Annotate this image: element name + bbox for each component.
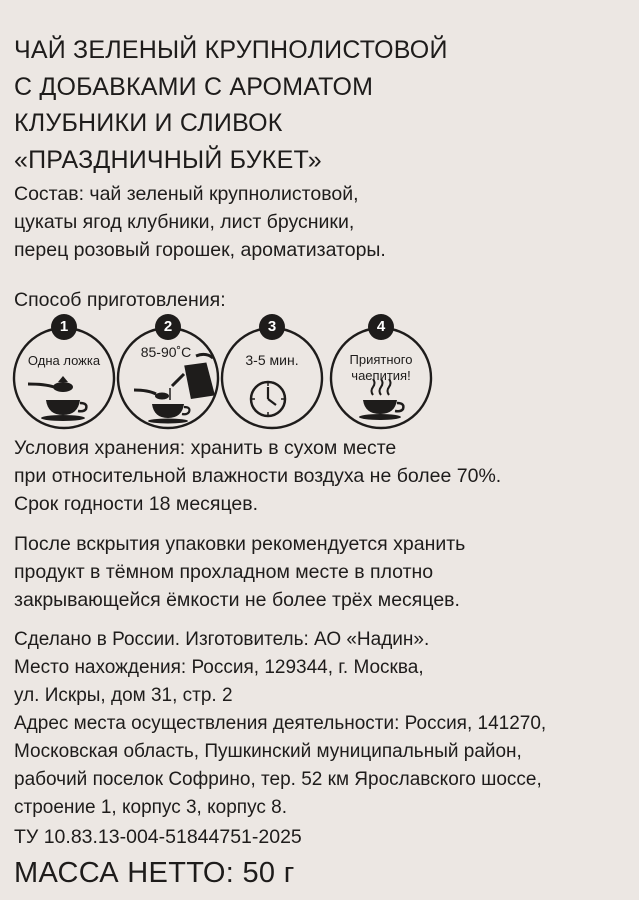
after-opening-line: закрывающейся ёмкости не более трёх месяцев. bbox=[14, 589, 460, 611]
title-line: КЛУБНИКИ И СЛИВОК bbox=[14, 109, 283, 137]
step-3-number: 3 bbox=[267, 318, 277, 335]
step-1-number: 1 bbox=[59, 318, 69, 335]
preparation-heading: Способ приготовления: bbox=[14, 289, 226, 311]
composition-line: Состав: чай зеленый крупнолистовой, bbox=[14, 183, 359, 205]
preparation-steps-graphic bbox=[0, 312, 639, 437]
storage-line: Условия хранения: хранить в сухом месте bbox=[14, 437, 397, 459]
product-title bbox=[14, 32, 614, 178]
step-3-label: 3-5 мин. bbox=[245, 352, 299, 368]
technical-spec: ТУ 10.83.13-004-51844751-2025 bbox=[14, 826, 302, 848]
spoon-cup-icon bbox=[28, 376, 86, 421]
manufacturer-line: строение 1, корпус 3, корпус 8. bbox=[14, 797, 287, 818]
storage-line: Срок годности 18 месяцев. bbox=[14, 493, 259, 515]
step-1-label: Одна ложка bbox=[27, 353, 101, 368]
after-opening-text bbox=[14, 530, 636, 614]
step-3-circle bbox=[222, 328, 322, 428]
step-4-label-line1: Приятного bbox=[349, 352, 413, 367]
step-2-number: 2 bbox=[163, 318, 173, 335]
after-opening-line: продукт в тёмном прохладном месте в плотно bbox=[14, 561, 434, 583]
manufacturer-line: Московская область, Пушкинский муниципальный район, bbox=[14, 741, 522, 762]
clock-icon bbox=[251, 382, 285, 416]
manufacturer-text bbox=[14, 626, 636, 822]
manufacturer-line: рабочий поселок Софрино, тер. 52 км Ярославского шоссе, bbox=[14, 769, 542, 790]
manufacturer-line: ул. Искры, дом 31, стр. 2 bbox=[14, 685, 233, 706]
step-2-label: 85-90˚C bbox=[140, 344, 192, 360]
composition-text bbox=[14, 180, 636, 264]
preparation-steps bbox=[0, 312, 639, 437]
composition-line: перец розовый горошек, ароматизаторы. bbox=[14, 239, 386, 261]
title-line: ЧАЙ ЗЕЛЕНЫЙ КРУПНОЛИСТОВОЙ bbox=[14, 36, 448, 64]
storage-text bbox=[14, 434, 636, 518]
after-opening-line: После вскрытия упаковки рекомендуется хранить bbox=[14, 533, 466, 555]
composition-line: цукаты ягод клубники, лист брусники, bbox=[14, 211, 355, 233]
manufacturer-line: Место нахождения: Россия, 129344, г. Москва, bbox=[14, 657, 424, 678]
storage-line: при относительной влажности воздуха не более 70%. bbox=[14, 465, 502, 487]
steaming-cup-icon bbox=[359, 379, 403, 420]
manufacturer-line: Адрес места осуществления деятельности: Россия, 141270, bbox=[14, 713, 547, 734]
title-line: «ПРАЗДНИЧНЫЙ БУКЕТ» bbox=[14, 145, 322, 174]
step-4-number: 4 bbox=[376, 318, 386, 335]
manufacturer-line: Сделано в России. Изготовитель: АО «Надин». bbox=[14, 629, 430, 650]
net-weight: МАССА НЕТТО: 50 г bbox=[14, 857, 295, 889]
title-line: С ДОБАВКАМИ С АРОМАТОМ bbox=[14, 72, 374, 101]
step-4-label-line2: чаепития! bbox=[351, 368, 411, 383]
